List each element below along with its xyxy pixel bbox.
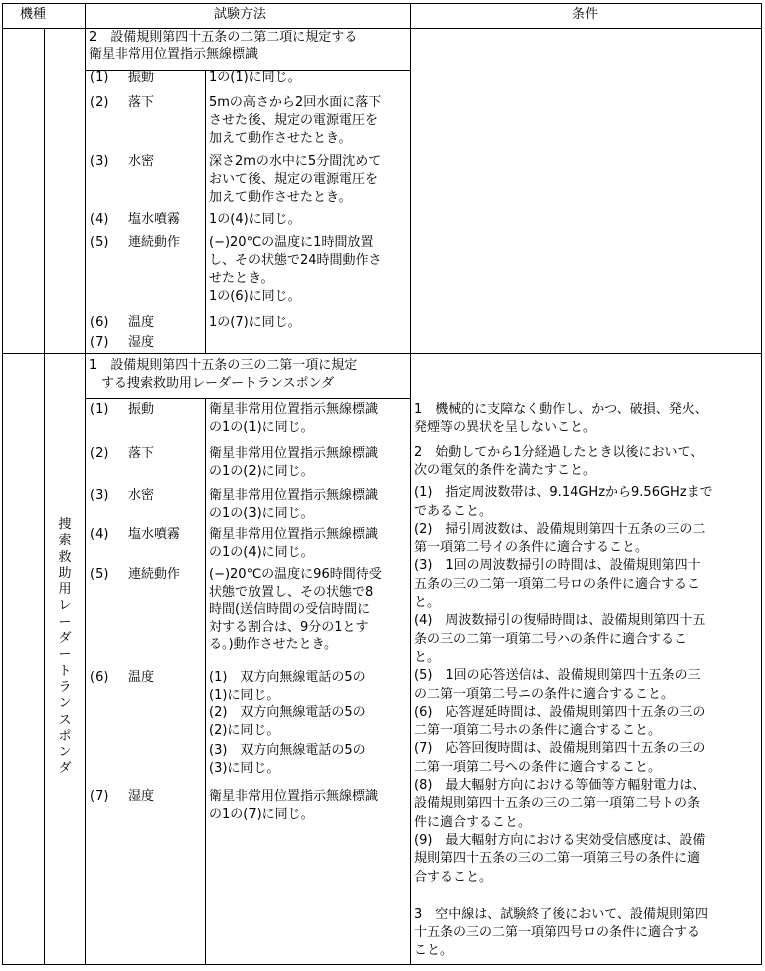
- item-name: 水密: [128, 154, 155, 169]
- item-description-line: 衛星非常用位置指示無線標識: [209, 446, 379, 461]
- condition-line: 条の三の二第一項第二号ハの条件に適合するこ: [414, 631, 688, 647]
- model-method-divider: [85, 3, 86, 965]
- condition-line: の二第一項第二号ニの条件に適合すること。: [414, 686, 675, 702]
- model-char: ト: [58, 663, 72, 679]
- condition-line: 五条の三の二第一項第二号ロの条件に適合するこ: [414, 576, 701, 592]
- condition-line: こと。: [414, 943, 454, 959]
- item-name: 塩水噴霧: [128, 527, 181, 542]
- section1-title-line1: 2 設備規則第四十五条の二第二項に規定する: [89, 30, 358, 45]
- condition-line: 二第一項第二号への条件に適合すること。: [414, 759, 662, 775]
- section2-model-name: [56, 517, 74, 778]
- item-name: 連続動作: [128, 235, 181, 250]
- item-name: 温度: [128, 315, 155, 330]
- sub-table-top-2: [86, 398, 410, 399]
- item-description-line: 時間(送信時間の受信時間に: [209, 602, 371, 617]
- condition-line: と。: [414, 649, 441, 665]
- model-char: ー: [58, 614, 72, 630]
- sub-table-divider-1: [205, 70, 206, 353]
- condition-line: (4) 周波数掃引の復帰時間は、設備規則第四十五: [414, 613, 706, 629]
- header-conditions: 条件: [572, 7, 599, 22]
- sub-table-divider-2: [205, 398, 206, 964]
- condition-line: 3 空中線は、試験終了後において、設備規則第四: [414, 906, 709, 922]
- table-border-bottom: [2, 964, 762, 965]
- item-number: (6): [90, 670, 109, 685]
- item-description-line: おいて後、規定の電源電圧を: [209, 172, 379, 187]
- condition-line: (8) 最大輻射方向における等価等方輻射電力は、: [414, 778, 706, 793]
- item-description-line: 加えて動作させたとき。: [209, 190, 352, 205]
- item-description-line: の1の(1)に同じ。: [209, 419, 314, 435]
- model-char: ダ: [58, 631, 72, 647]
- item-name: 湿度: [128, 789, 155, 804]
- condition-line: (2) 掃引周波数は、設備規則第四十五条の三の二: [414, 521, 706, 537]
- item-name: 落下: [128, 446, 155, 461]
- condition-line: 合すること。: [414, 869, 493, 885]
- item-description-line: し、その状態で24時間動作さ: [209, 253, 382, 268]
- model-char: 索: [58, 533, 72, 549]
- item-description-line: の1の(4)に同じ。: [209, 544, 314, 560]
- row-divider: [2, 353, 762, 354]
- item-description-line: 衛星非常用位置指示無線標識: [209, 402, 379, 417]
- item-description-line: 対する割合は、9分の1とす: [209, 619, 369, 635]
- model-char: レ: [58, 598, 72, 614]
- item-description-line: (3) 双方向無線電話の5の: [209, 743, 366, 758]
- table-border-left: [2, 3, 3, 965]
- item-number: (7): [90, 789, 109, 804]
- model-char: 助: [58, 565, 72, 581]
- item-description-line: る。)動作させたとき。: [209, 637, 338, 652]
- item-number: (1): [90, 402, 109, 417]
- item-description-line: (1)に同じ。: [209, 687, 280, 703]
- condition-line: (9) 最大輻射方向における実効受信感度は、設備: [414, 832, 706, 848]
- item-description-line: (2)に同じ。: [209, 722, 280, 738]
- condition-line: 1 機械的に支障なく動作し、かつ、破損、発火、: [414, 402, 708, 417]
- item-description-line: (2) 双方向無線電話の5の: [209, 705, 366, 720]
- section2-title-line2: する捜索救助用レーダートランスポンダ: [101, 376, 335, 391]
- item-description-line: 1の(7)に同じ。: [209, 315, 301, 330]
- item-description-line: 衛星非常用位置指示無線標識: [209, 488, 379, 503]
- item-description-line: 5mの高さから2回水面に落下: [209, 95, 382, 110]
- model-char: ス: [58, 712, 72, 728]
- item-description-line: 深さ2mの水中に5分間沈めて: [209, 154, 382, 169]
- item-number: (3): [90, 488, 109, 503]
- item-name: 振動: [128, 70, 155, 85]
- condition-line: (1) 指定周波数帯は、9.14GHzから9.56GHzまで: [414, 485, 713, 501]
- condition-line: (7) 応答回復時間は、設備規則第四十五条の三の: [414, 741, 706, 757]
- item-description-line: の1の(2)に同じ。: [209, 463, 314, 479]
- item-name: 塩水噴霧: [128, 212, 181, 227]
- item-description-line: の1の(7)に同じ。: [209, 806, 314, 822]
- item-number: (2): [90, 446, 109, 461]
- item-description-line: 1の(1)に同じ。: [209, 70, 301, 85]
- item-description-line: (3)に同じ。: [209, 760, 280, 776]
- item-number: (4): [90, 527, 109, 542]
- item-name: 連続動作: [128, 567, 181, 582]
- item-description-line: 衛星非常用位置指示無線標識: [209, 527, 379, 542]
- section2-title-line1: 1 設備規則第四十五条の三の二第一項に規定: [89, 358, 358, 373]
- item-number: (1): [90, 70, 109, 85]
- item-description-line: (1) 双方向無線電話の5の: [209, 670, 366, 685]
- item-description-line: 1の(6)に同じ。: [209, 289, 301, 304]
- item-name: 湿度: [128, 335, 155, 350]
- section1-title-line2: 衛星非常用位置指示無線標識: [89, 47, 259, 62]
- condition-line: (6) 応答遅延時間は、設備規則第四十五条の三の: [414, 704, 706, 720]
- model-char: ラ: [58, 679, 72, 695]
- model-char: 救: [58, 549, 72, 565]
- item-name: 落下: [128, 95, 155, 110]
- header-test-method: 試験方法: [214, 7, 267, 22]
- model-char: ー: [58, 647, 72, 663]
- model-char: ポ: [58, 728, 72, 744]
- condition-line: 発煙等の異状を呈しないこと。: [414, 420, 597, 436]
- model-char: ン: [58, 745, 72, 761]
- item-number: (5): [90, 567, 109, 582]
- item-number: (7): [90, 335, 109, 350]
- model-char: ン: [58, 696, 72, 712]
- model-inner-divider: [44, 28, 45, 965]
- item-name: 振動: [128, 402, 155, 417]
- item-description-line: 加えて動作させたとき。: [209, 131, 352, 146]
- item-number: (4): [90, 212, 109, 227]
- condition-line: 件に適合すること。: [414, 814, 532, 830]
- condition-line: 次の電気的条件を満たすこと。: [414, 462, 597, 478]
- condition-line: 規則第四十五条の三の二第一項第三号の条件に適: [414, 851, 701, 867]
- condition-line: であること。: [414, 503, 493, 519]
- condition-line: 設備規則第四十五条の三の二第一項第二号トの条: [414, 796, 701, 812]
- model-char: ダ: [58, 761, 72, 777]
- header-model: 機種: [20, 7, 47, 22]
- item-description-line: 衛星非常用位置指示無線標識: [209, 789, 379, 804]
- table-border-right: [761, 3, 762, 965]
- item-description-line: 1の(4)に同じ。: [209, 212, 301, 227]
- item-description-line: (−)20℃の温度に96時間待受: [209, 567, 382, 582]
- item-description-line: させた後、規定の電源電圧を: [209, 113, 379, 128]
- model-char: 捜: [58, 517, 72, 532]
- condition-line: 二第一項第二号ホの条件に適合すること。: [414, 723, 662, 739]
- item-description-line: せたとき。: [209, 271, 274, 286]
- item-description-line: の1の(3)に同じ。: [209, 505, 314, 521]
- condition-line: (3) 1回の周波数掃引の時間は、設備規則第四十: [414, 558, 701, 574]
- item-number: (5): [90, 235, 109, 250]
- table-border-top: [2, 3, 762, 4]
- model-char: 用: [58, 582, 72, 598]
- condition-line: と。: [414, 595, 441, 610]
- condition-line: (5) 1回の応答送信は、設備規則第四十五条の三: [414, 668, 701, 684]
- condition-line: 十五条の三の二第一項第四号ロの条件に適合する: [414, 925, 701, 941]
- item-name: 温度: [128, 670, 155, 685]
- condition-line: 第一項第二号イの条件に適合すること。: [414, 540, 649, 556]
- method-condition-divider: [410, 3, 411, 965]
- item-description-line: (−)20℃の温度に1時間放置: [209, 235, 374, 250]
- item-number: (2): [90, 95, 109, 110]
- item-description-line: 状態で放置し、その状態で8: [209, 584, 374, 600]
- condition-line: 2 始動してから1分経過したとき以後において、: [414, 444, 704, 460]
- item-name: 水密: [128, 488, 155, 503]
- item-number: (6): [90, 315, 109, 330]
- item-number: (3): [90, 154, 109, 169]
